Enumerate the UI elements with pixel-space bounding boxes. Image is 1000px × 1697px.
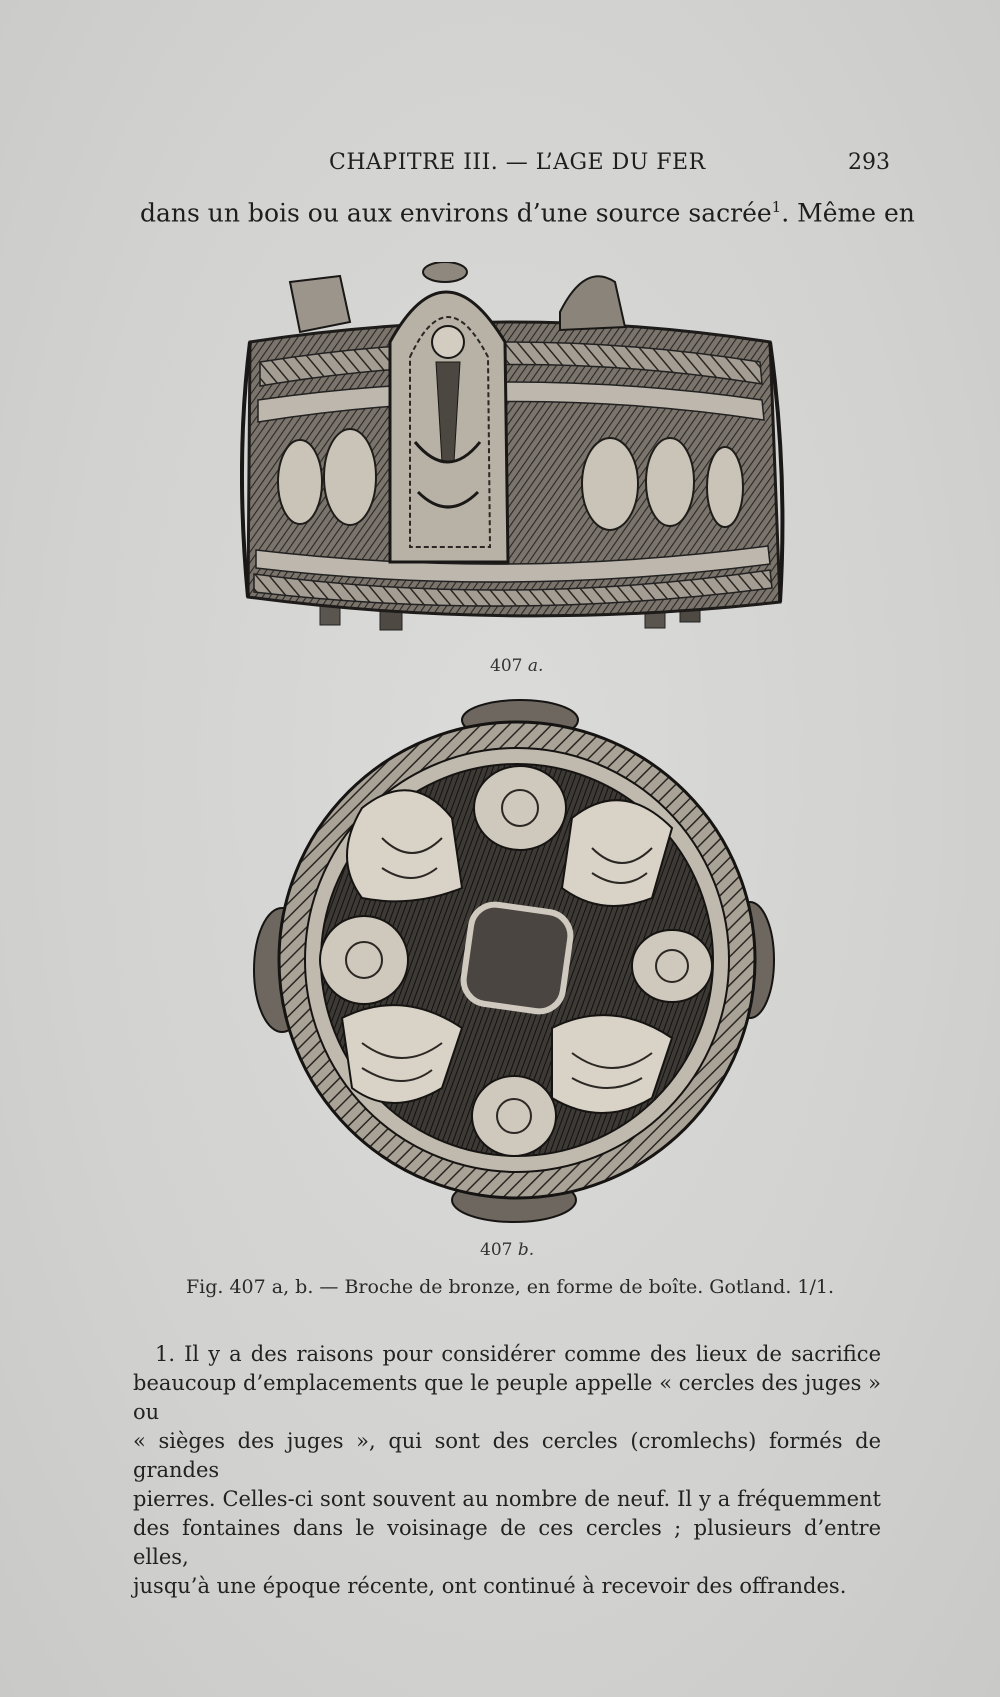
page-header <box>133 150 890 180</box>
running-head: CHAPITRE III. — L’AGE DU FER <box>329 150 706 175</box>
figure-407a-letter: a. <box>527 656 544 676</box>
body-text: dans un bois ou aux environs d’une source sacrée <box>140 198 772 228</box>
figure-caption: Fig. 407 a, b. — Broche de bronze, en forme de boîte. Gotland. 1/1. <box>185 1276 835 1298</box>
figure-407b-illustration <box>252 698 782 1226</box>
body-text-tail: . Même en <box>781 198 915 228</box>
footnote-line: « sièges des juges », qui sont des cercles (cromlechs) formés de grandes <box>133 1429 881 1482</box>
figure-407a-illustration <box>240 262 790 642</box>
figure-407a-number: 407 <box>490 656 523 676</box>
figure-407b-letter: b. <box>517 1240 535 1260</box>
figure-407a-label <box>490 656 543 676</box>
footnote <box>133 1340 881 1601</box>
footnote-line: pierres. Celles-ci sont souvent au nombre de neuf. Il y a fréquemment <box>133 1487 881 1511</box>
footnote-line: beaucoup d’emplacements que le peuple appelle « cercles des juges » ou <box>133 1371 881 1424</box>
footnote-ref: 1 <box>771 198 782 216</box>
page-number: 293 <box>848 150 890 175</box>
body-text-line <box>140 198 915 228</box>
footnote-line: jusqu’à une époque récente, ont continué à recevoir des offrandes. <box>133 1574 847 1598</box>
figure-407b-label <box>480 1240 534 1260</box>
footnote-line: des fontaines dans le voisinage de ces cercles ; plusieurs d’entre elles, <box>133 1516 881 1569</box>
figure-407b-number: 407 <box>480 1240 513 1260</box>
footnote-line: 1. Il y a des raisons pour considérer comme des lieux de sacrifice <box>155 1342 881 1366</box>
